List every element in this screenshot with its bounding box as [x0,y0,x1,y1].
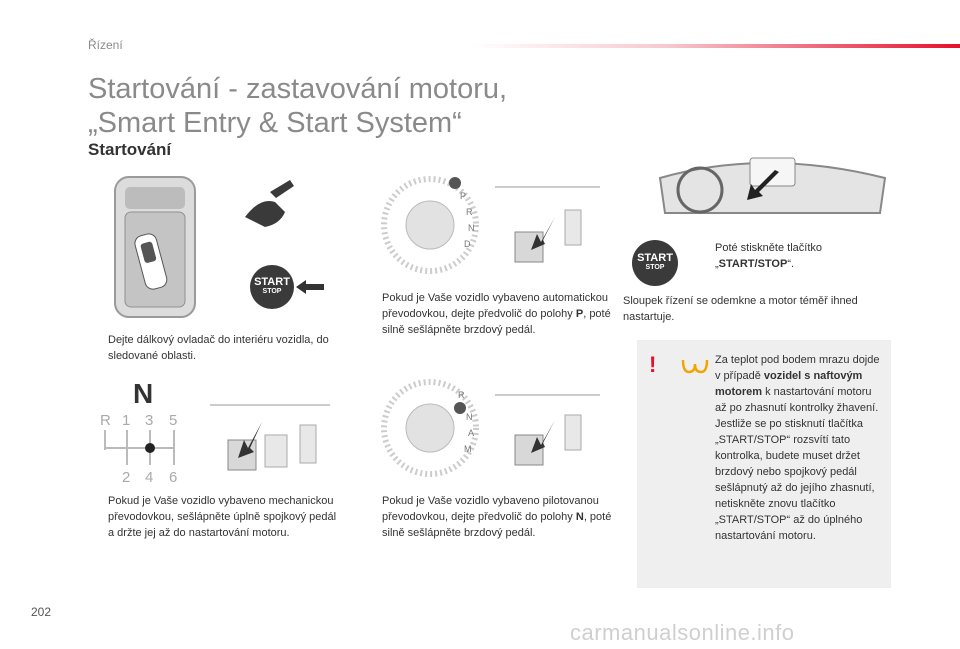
step-pilot-gearbox: Pokud je Vaše vozidlo vybaveno pilotovanou převodovkou, dejte předvolič do polohy N, poté silně sešlápněte brzdový pedál. [382,495,612,539]
pilot-letter-n: N [466,412,473,422]
page-number: 202 [31,605,52,619]
start-stop-button-icon: START STOP [632,240,678,286]
pilot-letter-r: R [458,390,465,400]
auto-selector-illustration [380,175,480,275]
page-title [88,72,507,140]
section-subtitle: Startování [88,140,172,159]
pilot-letter-m: M [464,444,472,454]
step-manual-gearbox: Pokud je Vaše vozidlo vybaveno mechanickou převodovkou, sešlápněte úplně spojkový pedál a držte jej až do nastartování motoru. [108,495,337,539]
glow-plug-icon [681,358,709,374]
watermark: carmanualsonline.info [570,620,795,645]
gear-label-2: 2 [122,469,131,485]
gear-letter-p: P [460,191,467,201]
pedals-pilot-illustration [495,390,600,475]
gear-label-3: 3 [145,412,154,429]
gear-label-5: 5 [169,412,178,429]
pedals-auto-illustration [495,182,600,277]
header-accent-line [470,44,960,48]
title-line-1: Startování - zastavování motoru, [88,73,508,105]
dashboard-illustration [655,148,890,220]
car-remote-illustration [110,172,200,322]
hand-key-icon [240,172,300,232]
step-remote: Dejte dálkový ovladač do interiéru vozidla, do sledované oblasti. [108,334,329,362]
section-header: Řízení [88,38,123,52]
gear-label-1: 1 [122,412,131,429]
start-stop-button-illustration: START STOP [250,265,294,309]
step-press-start: Poté stiskněte tlačítko „START/STOP“. [715,242,822,270]
pedals-manual-illustration [210,400,330,478]
gear-label-6: 6 [169,469,178,485]
pilot-letter-a: A [468,428,475,438]
arrow-left-icon [296,280,324,294]
gear-letter-r: R [466,207,473,217]
manual-gear-pattern [95,410,185,485]
step-auto-gearbox: Pokud je Vaše vozidlo vybaveno automatickou převodovkou, dejte předvolič do polohy P, poté silně sešlápněte brzdový pedál. [382,292,611,336]
warning-icon: ! [649,352,657,377]
steering-note: Sloupek řízení se odemkne a motor téměř ihned nastartuje. [623,295,858,323]
pilot-selector-illustration [380,378,480,478]
warning-note-text: Za teplot pod bodem mrazu dojde v případě vozidel s naftovým motorem k nastartování motoru až po zhasnutí kontrolky žhavení. Jestliže se po stisknutí tlačítka „START/STOP“ rozsvítí tato kontrolka, budete muset držet brzdový nebo spojkový pedál sešlápnutý až do jejího zhasnutí, netiskněte znovu tlačítko „START/STOP“ až do úplného nastartování motoru. [715,354,880,542]
gear-label-4: 4 [145,469,154,485]
gear-n-letter: N [133,378,154,409]
gear-letter-d: D [464,239,471,249]
gear-letter-n: N [468,223,475,233]
gear-label-r: R [100,412,111,429]
warning-note-box [637,340,891,588]
title-line-2: „Smart Entry & Start System“ [88,107,462,139]
